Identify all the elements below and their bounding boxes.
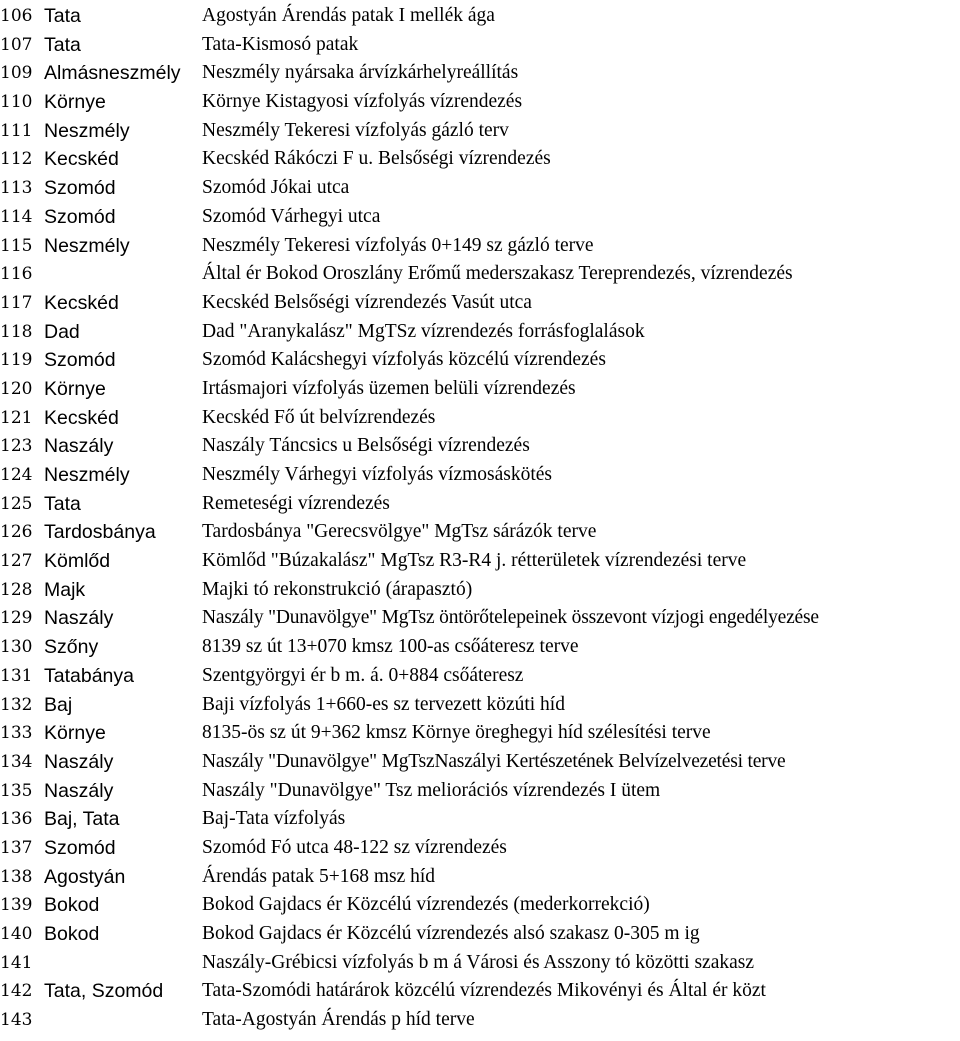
row-number: 111: [0, 120, 33, 141]
table-row: [0, 633, 960, 662]
row-number: 131: [0, 665, 33, 686]
table-row: [0, 977, 960, 1006]
row-place: Tardosbánya: [44, 521, 156, 544]
document-table: [0, 2, 960, 1035]
row-description: Neszmély Tekeresi vízfolyás gázló terv: [202, 119, 509, 141]
table-row: [0, 461, 960, 490]
row-description: Kecskéd Fő út belvízrendezés: [202, 406, 436, 428]
table-row: [0, 748, 960, 777]
row-place: Naszály: [44, 750, 114, 773]
row-number: 124: [0, 465, 33, 485]
table-row: [0, 31, 960, 60]
row-number: 107: [0, 34, 33, 55]
row-place: Neszmély: [44, 119, 130, 142]
row-description: Agostyán Árendás patak I mellék ága: [202, 5, 495, 26]
table-row: [0, 518, 960, 547]
row-number: 123: [0, 436, 33, 457]
row-description: Kömlőd "Búzakalász" MgTsz R3-R4 j. rétterületek vízrendezési terve: [202, 550, 747, 572]
row-number: 115: [0, 235, 33, 256]
row-number: 116: [0, 264, 33, 285]
table-row: [0, 318, 960, 347]
row-number: 113: [0, 178, 33, 199]
table-row: [0, 88, 960, 117]
table-row: [0, 490, 960, 519]
row-place: Dad: [44, 320, 80, 343]
row-description: 8139 sz út 13+070 kmsz 100-as csőáteresz terve: [202, 636, 579, 658]
table-row: [0, 346, 960, 375]
row-place: Naszály: [44, 607, 114, 630]
row-number: 126: [0, 522, 33, 543]
row-number: 128: [0, 579, 33, 600]
row-description: Környe Kistagyosi vízfolyás vízrendezés: [202, 91, 523, 113]
row-place: Baj, Tata: [44, 808, 120, 831]
row-number: 112: [0, 149, 33, 170]
row-number: 139: [0, 895, 33, 916]
row-description: Bokod Gajdacs ér Közcélú vízrendezés (mederkorrekció): [202, 894, 650, 916]
table-row: [0, 375, 960, 404]
row-number: 137: [0, 837, 33, 858]
row-description: Irtásmajori vízfolyás üzemen belüli vízrendezés: [202, 377, 576, 399]
row-description: Kecskéd Rákóczi F u. Belsőségi vízrendezés: [202, 148, 551, 170]
row-number: 130: [0, 637, 33, 658]
row-number: 138: [0, 866, 33, 887]
row-description: Tata-Agostyán Árendás p híd terve: [202, 1009, 475, 1031]
table-row: [0, 691, 960, 720]
row-number: 133: [0, 723, 33, 744]
row-place: Tata, Szomód: [44, 980, 164, 1003]
row-description: Baji vízfolyás 1+660-es sz tervezett közúti híd: [202, 693, 565, 715]
row-place: Bokod: [44, 894, 100, 917]
row-place: Bokod: [44, 923, 100, 945]
row-description: 8135-ös sz út 9+362 kmsz Környe öreghegyi híd szélesítési terve: [202, 722, 711, 744]
row-number: 118: [0, 321, 33, 342]
row-number: 127: [0, 551, 33, 572]
row-place: Tata: [44, 33, 81, 56]
row-number: 119: [0, 350, 33, 371]
table-row: [0, 232, 960, 261]
row-place: Naszály: [44, 779, 114, 802]
table-row: [0, 604, 960, 633]
row-description: Szomód Jókai utca: [202, 177, 350, 199]
row-description: Által ér Bokod Oroszlány Erőmű mederszakasz Tereprendezés, vízrendezés: [202, 263, 793, 285]
row-number: 140: [0, 924, 33, 944]
row-description: Dad "Aranykalász" MgTSz vízrendezés forrásfoglalások: [202, 320, 645, 342]
row-number: 143: [0, 1010, 33, 1031]
table-row: [0, 289, 960, 318]
table-row: [0, 117, 960, 146]
row-description: Naszály "Dunavölgye" MgTsz öntörőtelepeinek összevont vízjogi engedélyezése: [202, 607, 819, 629]
row-description: Naszály Táncsics u Belsőségi vízrendezés: [202, 435, 530, 457]
row-description: Naszály-Grébicsi vízfolyás b m á Városi és Asszony tó közötti szakasz: [202, 951, 754, 973]
row-place: Neszmély: [44, 234, 130, 257]
table-row: [0, 576, 960, 605]
table-row: [0, 863, 960, 892]
row-place: Környe: [44, 377, 106, 400]
row-description: Kecskéd Belsőségi vízrendezés Vasút utca: [202, 291, 532, 313]
row-place: Kecskéd: [44, 406, 119, 429]
row-description: Remeteségi vízrendezés: [202, 492, 390, 514]
row-number: 141: [0, 952, 33, 973]
row-place: Kecskéd: [44, 291, 119, 314]
row-place: Almásneszmély: [44, 62, 181, 85]
table-row: [0, 662, 960, 691]
row-place: Tatabánya: [44, 664, 134, 687]
table-row: [0, 2, 960, 31]
row-description: Neszmély Tekeresi vízfolyás 0+149 sz gázló terve: [202, 234, 594, 256]
row-description: Majki tó rekonstrukció (árapasztó): [202, 578, 473, 600]
table-row: [0, 1006, 960, 1035]
table-row: [0, 920, 960, 949]
row-place: Tata: [44, 492, 81, 515]
row-place: Neszmély: [44, 464, 130, 486]
row-number: 121: [0, 407, 33, 428]
row-place: Baj: [44, 693, 73, 716]
row-number: 134: [0, 751, 33, 772]
row-number: 125: [0, 493, 33, 514]
row-number: 114: [0, 206, 33, 227]
table-row: [0, 145, 960, 174]
table-row: [0, 404, 960, 433]
table-row: [0, 174, 960, 203]
table-row: [0, 891, 960, 920]
row-description: Tardosbánya "Gerecsvölgye" MgTsz sárázók terve: [202, 521, 597, 543]
row-number: 120: [0, 378, 33, 399]
row-place: Majk: [44, 578, 86, 601]
row-description: Naszály "Dunavölgye" MgTszNaszályi Kertészetének Belvízelvezetési terve: [202, 750, 786, 772]
row-place: Naszály: [44, 435, 114, 458]
row-place: Tata: [44, 5, 81, 27]
row-place: Szomód: [44, 349, 116, 372]
table-row: [0, 777, 960, 806]
table-row: [0, 59, 960, 88]
row-description: Szomód Fó utca 48-122 sz vízrendezés: [202, 836, 507, 858]
table-row: [0, 432, 960, 461]
row-description: Tata-Szomódi határárok közcélú vízrendezés Mikovényi és Által ér közt: [202, 980, 766, 1002]
table-row: [0, 834, 960, 863]
table-row: [0, 949, 960, 978]
row-description: Szomód Kalácshegyi vízfolyás közcélú vízrendezés: [202, 349, 606, 371]
row-place: Szőny: [44, 636, 99, 659]
row-number: 142: [0, 981, 33, 1002]
row-number: 109: [0, 63, 33, 84]
row-description: Szomód Várhegyi utca: [202, 205, 381, 227]
table-row: [0, 547, 960, 576]
row-number: 132: [0, 694, 33, 715]
row-description: Bokod Gajdacs ér Közcélú vízrendezés alsó szakasz 0-305 m ig: [202, 923, 700, 944]
row-place: Szomód: [44, 205, 116, 228]
table-row: [0, 805, 960, 834]
row-description: Neszmély Várhegyi vízfolyás vízmosáskötés: [202, 464, 553, 485]
row-place: Agostyán: [44, 865, 126, 888]
row-description: Baj-Tata vízfolyás: [202, 808, 346, 830]
row-description: Árendás patak 5+168 msz híd: [202, 865, 436, 887]
row-number: 136: [0, 809, 33, 830]
row-place: Kömlőd: [44, 550, 111, 573]
row-place: Szomód: [44, 177, 116, 200]
row-place: Szomód: [44, 836, 116, 859]
row-number: 106: [0, 6, 33, 26]
table-row: [0, 203, 960, 232]
row-place: Környe: [44, 91, 106, 114]
row-number: 110: [0, 92, 33, 113]
table-row: [0, 260, 960, 289]
row-description: Tata-Kismosó patak: [202, 33, 359, 55]
row-description: Naszály "Dunavölgye" Tsz meliorációs vízrendezés I ütem: [202, 779, 661, 801]
row-place: Kecskéd: [44, 148, 119, 171]
row-description: Neszmély nyársaka árvízkárhelyreállítás: [202, 62, 519, 84]
row-number: 117: [0, 292, 33, 313]
row-place: Környe: [44, 722, 106, 745]
table-row: [0, 719, 960, 748]
row-number: 135: [0, 780, 33, 801]
row-description: Szentgyörgyi ér b m. á. 0+884 csőáteresz: [202, 664, 524, 686]
row-number: 129: [0, 608, 33, 629]
